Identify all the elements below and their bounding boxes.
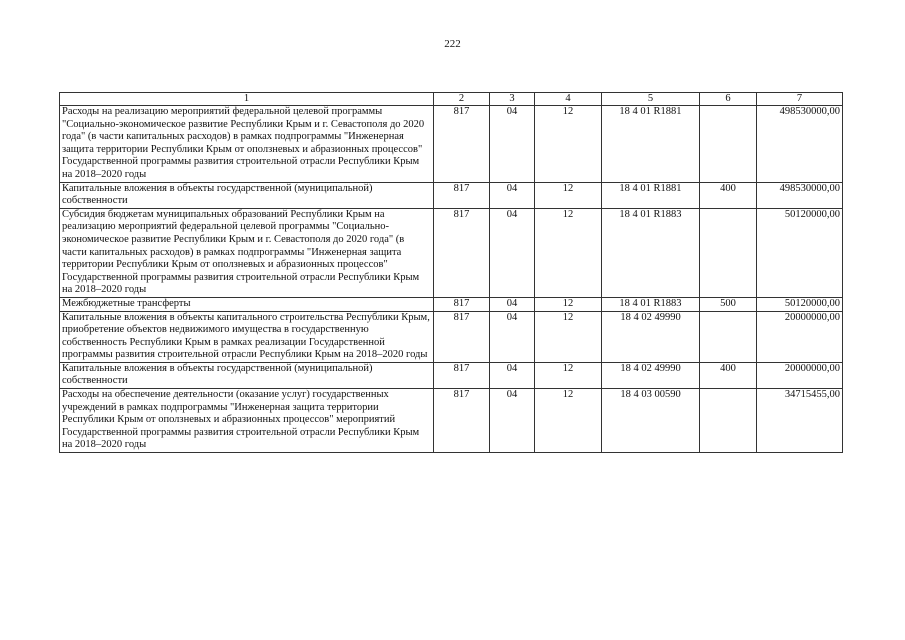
header-col-5: 5 [602, 93, 700, 106]
table-row [60, 311, 843, 362]
header-col-4: 4 [535, 93, 602, 106]
row-col-2: 817 [434, 389, 490, 453]
row-description: Расходы на обеспечение деятельности (оказание услуг) государственных учреждений в рамках подпрограммы "Инженерная защита территории Республики Крым от оползневых и абразионных процессов" мероприятий Государственной программы развития строительной отрасли Республики Крым на 2018–2020 годы [60, 389, 434, 453]
row-col-5: 18 4 02 49990 [602, 362, 700, 388]
header-col-6: 6 [700, 93, 757, 106]
row-col-5: 18 4 01 R1881 [602, 182, 700, 208]
row-col-2: 817 [434, 182, 490, 208]
row-col-5: 18 4 01 R1883 [602, 208, 700, 297]
row-col-6 [700, 389, 757, 453]
row-col-4: 12 [535, 389, 602, 453]
row-col-7: 498530000,00 [757, 182, 843, 208]
table-row [60, 297, 843, 311]
header-col-2: 2 [434, 93, 490, 106]
row-col-4: 12 [535, 106, 602, 183]
row-col-7: 50120000,00 [757, 208, 843, 297]
row-description: Расходы на реализацию мероприятий федеральной целевой программы "Социально-экономическое развитие Республики Крым и г. Севастополя до 2020 года" (в части капитальных расходов) в рамках подпрограммы "Инженерная защита территории Республики Крым от оползневых и абразионных процессов" Государственной программы развития строительной отрасли Республики Крым на 2018–2020 годы [60, 106, 434, 183]
row-col-4: 12 [535, 182, 602, 208]
row-col-3: 04 [490, 389, 535, 453]
row-col-2: 817 [434, 362, 490, 388]
row-col-7: 34715455,00 [757, 389, 843, 453]
table-row [60, 182, 843, 208]
table-row [60, 106, 843, 183]
table-row [60, 362, 843, 388]
row-col-5: 18 4 01 R1881 [602, 106, 700, 183]
budget-table [59, 92, 843, 453]
table-header-row [60, 93, 843, 106]
row-col-3: 04 [490, 311, 535, 362]
row-col-3: 04 [490, 182, 535, 208]
header-col-1: 1 [60, 93, 434, 106]
row-col-4: 12 [535, 297, 602, 311]
row-col-3: 04 [490, 297, 535, 311]
row-col-6 [700, 208, 757, 297]
row-col-2: 817 [434, 106, 490, 183]
row-col-7: 20000000,00 [757, 311, 843, 362]
table-row [60, 208, 843, 297]
row-col-7: 50120000,00 [757, 297, 843, 311]
row-col-6: 500 [700, 297, 757, 311]
row-col-5: 18 4 03 00590 [602, 389, 700, 453]
row-col-7: 498530000,00 [757, 106, 843, 183]
table-row [60, 389, 843, 453]
row-col-5: 18 4 02 49990 [602, 311, 700, 362]
row-col-2: 817 [434, 311, 490, 362]
row-col-2: 817 [434, 208, 490, 297]
row-col-6 [700, 106, 757, 183]
row-description: Субсидия бюджетам муниципальных образований Республики Крым на реализацию мероприятий федеральной целевой программы "Социально-экономическое развитие Республики Крым и г. Севастополя до 2020 года" (в части капитальных расходов) в рамках подпрограммы "Инженерная защита территории Республики Крым от оползневых и абразионных процессов" Государственной программы развития строительной отрасли Республики Крым на 2018–2020 годы [60, 208, 434, 297]
row-col-5: 18 4 01 R1883 [602, 297, 700, 311]
row-col-2: 817 [434, 297, 490, 311]
header-col-3: 3 [490, 93, 535, 106]
row-col-3: 04 [490, 106, 535, 183]
row-col-4: 12 [535, 311, 602, 362]
row-description: Капитальные вложения в объекты капитального строительства Республики Крым, приобретение объектов недвижимого имущества в государственную собственность Республики Крым в рамках реализации Государственной программы развития строительной отрасли Республики Крым на 2018–2020 годы [60, 311, 434, 362]
row-description: Межбюджетные трансферты [60, 297, 434, 311]
row-col-6: 400 [700, 182, 757, 208]
row-description: Капитальные вложения в объекты государственной (муниципальной) собственности [60, 362, 434, 388]
row-col-3: 04 [490, 208, 535, 297]
header-col-7: 7 [757, 93, 843, 106]
row-col-3: 04 [490, 362, 535, 388]
row-col-6 [700, 311, 757, 362]
row-col-7: 20000000,00 [757, 362, 843, 388]
page-number: 222 [444, 38, 461, 50]
row-col-6: 400 [700, 362, 757, 388]
row-col-4: 12 [535, 362, 602, 388]
row-col-4: 12 [535, 208, 602, 297]
row-description: Капитальные вложения в объекты государственной (муниципальной) собственности [60, 182, 434, 208]
